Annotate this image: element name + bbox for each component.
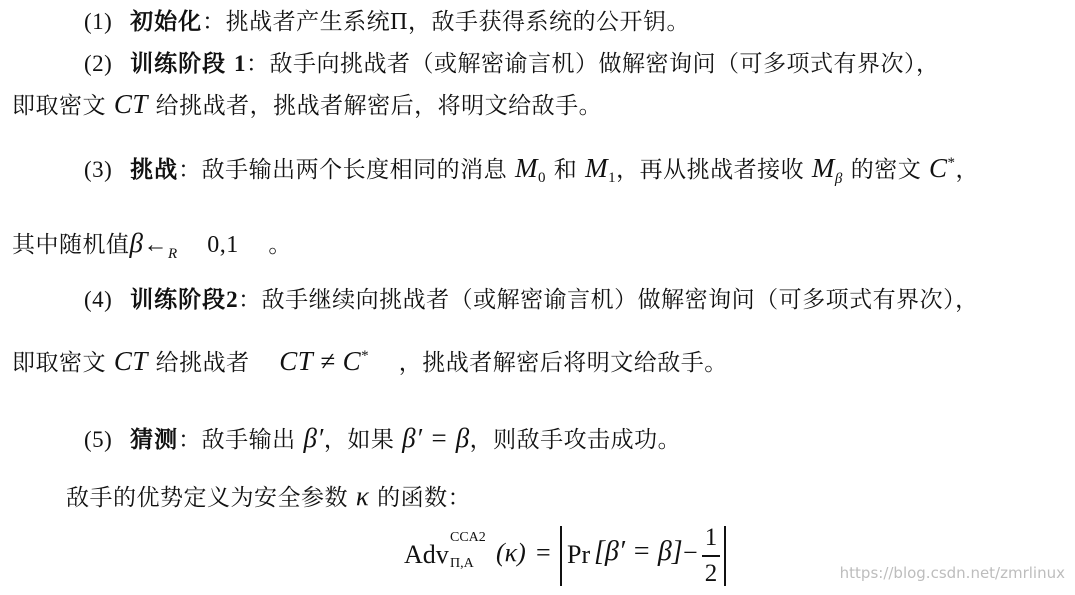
formula-adv: Adv bbox=[404, 540, 449, 569]
item-2-cont-b: 给挑战者，挑战者解密后，将明文给敌手。 bbox=[155, 93, 603, 119]
item-1-symbol: Π bbox=[390, 9, 408, 35]
item-5-beta-prime: β′ bbox=[303, 423, 324, 453]
item-1-text-b: ，敌手获得系统的公开钥。 bbox=[407, 9, 690, 35]
item-3-m1: M bbox=[585, 153, 609, 183]
formula-pr: Pr bbox=[567, 540, 591, 569]
item-5-equation: β′ = β bbox=[402, 423, 470, 453]
item-3-c-sup: * bbox=[947, 155, 956, 171]
formula-frac-line bbox=[702, 555, 720, 557]
item-4-cont-a: 即取密文 bbox=[12, 350, 106, 376]
item-5-text-a: ：敌手输出 bbox=[178, 427, 296, 453]
item-2-text-a: ：敌手向挑战者（或解密谕言机）做解密询问（可多项式有界次）， bbox=[245, 51, 940, 77]
item-4-heading-number: 2 bbox=[226, 287, 239, 312]
item-2-number: (2) bbox=[84, 51, 113, 76]
item-1-text-a: ：挑战者产生系统 bbox=[202, 9, 391, 35]
item-3 bbox=[84, 148, 979, 194]
item-3-continuation bbox=[12, 228, 292, 269]
formula-frac-num: 1 bbox=[704, 524, 718, 551]
item-2-continuation bbox=[12, 89, 602, 121]
formula-abs-right bbox=[724, 526, 726, 586]
item-3-m0-sub: 0 bbox=[537, 170, 546, 186]
item-5 bbox=[84, 423, 681, 455]
item-3-m1-sub: 1 bbox=[608, 170, 617, 186]
item-3-cont-end: 。 bbox=[268, 232, 292, 258]
advantage-kappa: κ bbox=[355, 481, 370, 511]
item-4-cont-c: ，挑战者解密后将明文给敌手。 bbox=[398, 350, 728, 376]
item-1-heading: 初始化 bbox=[130, 9, 203, 35]
item-5-text-c: ，则敌手攻击成功。 bbox=[469, 427, 682, 453]
item-5-text-b: ，如果 bbox=[323, 427, 395, 453]
item-3-comma: ， bbox=[955, 157, 980, 183]
item-1 bbox=[84, 7, 690, 37]
advantage-text-b: 的函数： bbox=[377, 485, 472, 511]
item-3-text-c: 的密文 bbox=[850, 157, 922, 183]
item-3-arrow-sub: R bbox=[167, 246, 178, 262]
item-4-heading: 训练阶段 bbox=[130, 287, 227, 313]
item-3-and: 和 bbox=[553, 157, 578, 183]
item-3-set: 0,1 bbox=[207, 232, 239, 258]
formula-sub: Π,A bbox=[450, 556, 474, 571]
advantage-definition bbox=[66, 481, 471, 513]
item-3-c: C bbox=[929, 153, 948, 183]
item-3-heading: 挑战 bbox=[130, 157, 179, 183]
item-3-text-a: ：敌手输出两个长度相同的消息 bbox=[178, 157, 508, 183]
item-3-number: (3) bbox=[84, 157, 113, 182]
formula-abs-left bbox=[560, 526, 562, 586]
advantage-text-a: 敌手的优势定义为安全参数 bbox=[66, 485, 348, 511]
item-3-mb-sub: β bbox=[834, 171, 843, 187]
item-2-ct: CT bbox=[113, 89, 148, 119]
item-3-mb: M bbox=[811, 153, 835, 183]
item-1-number: (1) bbox=[84, 9, 113, 34]
item-3-m0: M bbox=[514, 153, 538, 183]
item-2-cont-a: 即取密文 bbox=[12, 93, 106, 119]
item-2-heading: 训练阶段 bbox=[130, 51, 227, 77]
formula-sup: CCA2 bbox=[450, 530, 486, 545]
item-5-heading: 猜测 bbox=[130, 427, 179, 453]
formula-inner: [β′ = β] bbox=[594, 536, 683, 567]
item-2 bbox=[84, 49, 939, 79]
formula-frac-den: 2 bbox=[704, 560, 718, 587]
formula-eq: = bbox=[536, 538, 551, 567]
item-3-text-b: ，再从挑战者接收 bbox=[616, 157, 805, 183]
item-4-condition-sup: * bbox=[361, 348, 370, 364]
formula-minus: − bbox=[683, 538, 698, 567]
item-4-text-a: ：敌手继续向挑战者（或解密谕言机）做解密询问（可多项式有界次）， bbox=[238, 287, 979, 313]
watermark-url: https://blog.csdn.net/zmrlinux bbox=[839, 564, 1065, 582]
item-4-continuation bbox=[12, 341, 728, 378]
item-4 bbox=[84, 285, 979, 315]
item-5-number: (5) bbox=[84, 427, 113, 452]
item-4-number: (4) bbox=[84, 287, 113, 312]
item-3-arrow: ← bbox=[143, 232, 168, 258]
item-3-cont-a: 其中随机值 bbox=[12, 232, 130, 258]
item-4-condition: CT ≠ C bbox=[279, 346, 362, 376]
item-4-ct: CT bbox=[113, 346, 148, 376]
formula-arg: (κ) bbox=[496, 538, 526, 567]
item-2-heading-number: 1 bbox=[233, 51, 246, 76]
item-3-beta: β bbox=[129, 228, 144, 258]
item-4-cont-b: 给挑战者 bbox=[155, 350, 250, 376]
